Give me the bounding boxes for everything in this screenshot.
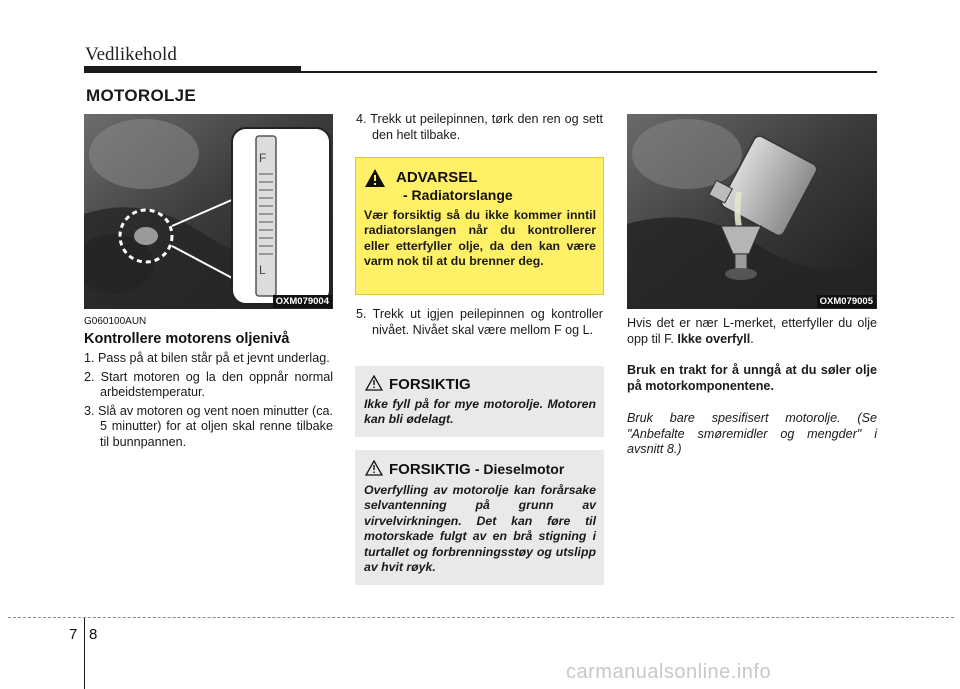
- caution-text: Ikke fyll på for mye motorolje. Motoren kan bli ødelagt.: [364, 397, 596, 427]
- caution-title: FORSIKTIG: [389, 376, 471, 393]
- oil-spec-note: Bruk bare spesifisert motorolje. (Se "Anbefalte smøremidler og mengder" i avsnitt 8.): [627, 411, 877, 456]
- header-rule-thick: [84, 66, 301, 73]
- reference-code: G060100AUN: [84, 316, 147, 327]
- caution-triangle-icon: [365, 375, 383, 391]
- warning-box: [355, 157, 604, 295]
- footer-rule: [8, 617, 954, 618]
- chapter-title: Vedlikehold: [85, 44, 177, 65]
- step-1: 1. Pass på at bilen står på et jevnt underlag.: [84, 351, 330, 365]
- warning-subtitle: - Radiatorslange: [403, 187, 513, 203]
- step-3: 3. Slå av motoren og vent noen minutter (ca. 5 minutter) for at oljen skal renne tilbake til bunnpannen.: [84, 403, 333, 449]
- image-code: OXM079004: [273, 295, 332, 308]
- caution-triangle-icon: [365, 460, 383, 476]
- svg-text:L: L: [259, 263, 266, 277]
- caution-diesel-box: [355, 450, 604, 585]
- caution-box: [355, 366, 604, 437]
- caution-diesel-title: [389, 461, 564, 478]
- warning-title: ADVARSEL: [396, 169, 478, 186]
- chapter-number: 7: [69, 626, 78, 643]
- oil-filling-photo: [627, 114, 877, 309]
- image-code: OXM079005: [817, 295, 876, 308]
- oil-filling-illustration: [627, 114, 877, 309]
- step-4: 4. Trekk ut peilepinnen, tørk den ren og sett den helt tilbake.: [356, 112, 603, 142]
- dipstick-photo: [84, 114, 333, 309]
- steps-list: [84, 351, 333, 453]
- refill-paragraph: [627, 316, 877, 347]
- page-number: 8: [89, 626, 98, 643]
- refill-text: Hvis det er nær L-merket, etterfyller du olje opp til F.: [627, 316, 877, 346]
- warning-text: Vær forsiktig så du ikke kommer inntil radiatorslangen når du kontrollerer eller etterfyller olje, da den kan være varm nok til at du brenner deg.: [364, 208, 596, 269]
- funnel-paragraph: Bruk en trakt for å unngå at du søler olje på motorkomponentene.: [627, 363, 877, 393]
- header-rule-thin: [301, 71, 877, 73]
- step-5: 5. Trekk ut igjen peilepinnen og kontroller nivået. Nivået skal være mellom F og L.: [356, 307, 603, 337]
- warning-triangle-icon: [364, 168, 386, 188]
- refill-end: .: [750, 331, 754, 346]
- caution-diesel-subtitle: - Dieselmotor: [474, 461, 565, 477]
- footer-divider: [84, 618, 85, 689]
- caution-diesel-text: Overfylling av motorolje kan forårsake selvantenning på grunn av virvelvirkningen. Det kan føre til motorskade fulgt av en brå stigning i turtallet og forbrenningsstøy og utslipp av hvit røyk.: [364, 483, 596, 575]
- caution-diesel-title-main: FORSIKTIG: [389, 461, 471, 478]
- svg-text:F: F: [259, 151, 267, 165]
- watermark: carmanualsonline.info: [566, 661, 772, 683]
- step-2: 2. Start motoren og la den oppnår normal arbeidstemperatur.: [84, 369, 333, 399]
- subheading: Kontrollere motorens oljenivå: [84, 331, 290, 347]
- dipstick-illustration: [84, 114, 333, 309]
- section-title: MOTOROLJE: [86, 86, 197, 105]
- no-overfill-text: Ikke overfyll: [677, 331, 751, 346]
